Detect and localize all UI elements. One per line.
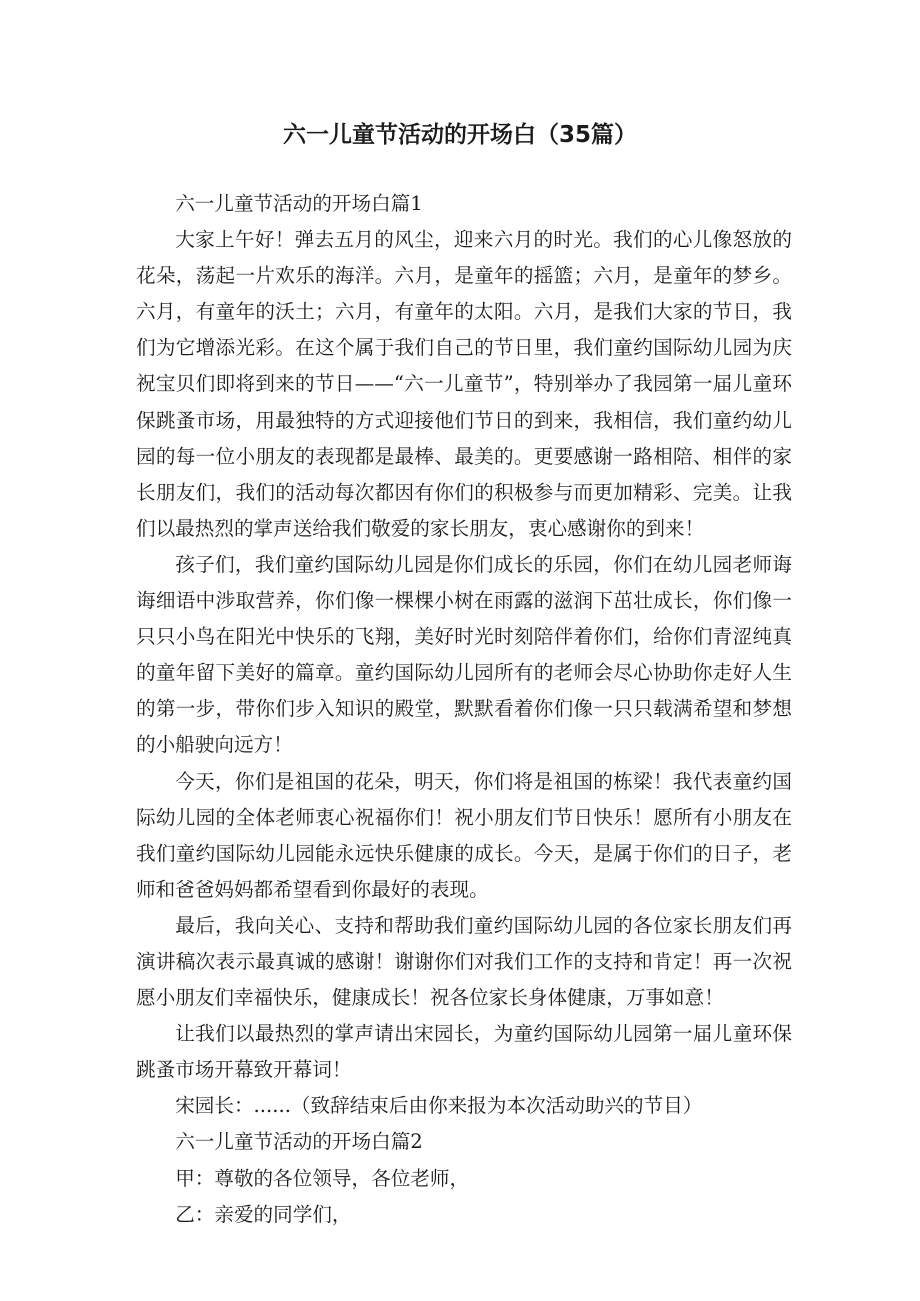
paragraph: 甲：尊敬的各位领导，各位老师， [175, 1166, 470, 1190]
document-title: 六一儿童节活动的开场白（35篇） [282, 122, 637, 148]
paragraph: 宋园长：......（致辞结束后由你来报为本次活动助兴的节目） [175, 1094, 703, 1118]
paragraph: 今天，你们是祖国的花朵，明天，你们将是祖国的栋梁！我代表童约国际幼儿园的全体老师衷心祝福你们！祝小朋友们节日快乐！愿所有小朋友在我们童约国际幼儿园能永远快乐健康的成长。今天，是属于你们的日子，老师和爸爸妈妈都希望看到你最好的表现。 [136, 769, 792, 901]
paragraph: 乙：亲爱的同学们， [175, 1202, 352, 1226]
paragraph: 让我们以最热烈的掌声请出宋园长，为童约国际幼儿园第一届儿童环保跳蚤市场开幕致开幕词！ [136, 1022, 792, 1082]
paragraph: 大家上午好！弹去五月的风尘，迎来六月的时光。我们的心儿像怒放的花朵，荡起一片欢乐的海洋。六月，是童年的摇篮；六月，是童年的梦乡。六月，有童年的沃土；六月，有童年的太阳。六月，是我们大家的节日，我们为它增添光彩。在这个属于我们自己的节日里，我们童约国际幼儿园为庆祝宝贝们即将到来的节日——“六一儿童节”，特别举办了我园第一届儿童环保跳蚤市场，用最独特的方式迎接他们节日的到来，我相信，我们童约幼儿园的每一位小朋友的表现都是最棒、最美的。更要感谢一路相陪、相伴的家长朋友们，我们的活动每次都因有你们的积极参与而更加精彩、完美。让我们以最热烈的掌声送给我们敬爱的家长朋友，衷心感谢你的到来！ [136, 228, 792, 540]
paragraph: 孩子们，我们童约国际幼儿园是你们成长的乐园，你们在幼儿园老师诲诲细语中涉取营养，你们像一棵棵小树在雨露的滋润下茁壮成长，你们像一只只小鸟在阳光中快乐的飞翔，美好时光时刻陪伴着你们，给你们青涩纯真的童年留下美好的篇章。童约国际幼儿园所有的老师会尽心协助你走好人生的第一步，带你们步入知识的殿堂，默默看着你们像一只只载满希望和梦想的小船驶向远方！ [136, 552, 792, 757]
paragraph: 最后，我向关心、支持和帮助我们童约国际幼儿园的各位家长朋友们再演讲稿次表示最真诚的感谢！谢谢你们对我们工作的支持和肯定！再一次祝愿小朋友们幸福快乐，健康成长！祝各位家长身体健康，万事如意！ [136, 913, 792, 1010]
section-heading: 六一儿童节活动的开场白篇1 [175, 192, 423, 215]
document-body [136, 186, 792, 1233]
section-heading: 六一儿童节活动的开场白篇2 [175, 1130, 423, 1154]
